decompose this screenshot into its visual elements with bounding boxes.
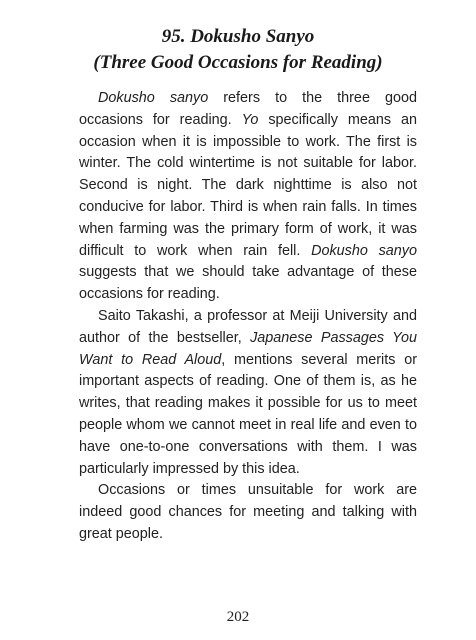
paragraph-1-text-c: suggests that we should take advantage of these occasions for reading. — [79, 264, 417, 303]
chapter-title: 95. Dokusho Sanyo — [161, 26, 315, 47]
chapter-subtitle: (Three Good Occasions for Reading) — [93, 52, 383, 73]
term-yo: Yo — [241, 111, 259, 128]
term-dokusho-sanyo: Dokusho sanyo — [98, 90, 209, 106]
page-number: 202 — [226, 609, 250, 625]
chapter-heading — [0, 24, 476, 76]
paragraph-2-text-b: , mentions several merits or important aspects of reading. One of them is, as he writes, that reading makes it possible for us to meet people whom we cannot meet in real life and even to have one-to-one conversations with them. I was particularly impressed by this idea. — [79, 351, 417, 477]
term-dokusho-sanyo-2: Dokusho sanyo — [311, 242, 417, 259]
paragraph-1-text-a: refers to the three good occasions for reading. — [79, 90, 417, 128]
body-text — [79, 88, 417, 546]
paragraph-2 — [79, 306, 417, 480]
book-title: Japanese Passages You Want to Read Aloud — [79, 329, 417, 368]
paragraph-3: Occasions or times unsuitable for work are indeed good chances for meeting and talking with great people. — [79, 482, 417, 542]
paragraph-1 — [79, 88, 417, 306]
paragraph-1-text-b: specifically means an occasion when it is impossible to work. The first is winter. The cold wintertime is not suitable for labor. Second is night. The dark nighttime is also not conducive for labor. Third is when rain falls. In times when farming was the primary form of work, it was difficult to work when rain fell. — [79, 111, 417, 259]
paragraph-2-text-a: Saito Takashi, a professor at Meiji University and author of the bestseller, — [79, 307, 417, 346]
